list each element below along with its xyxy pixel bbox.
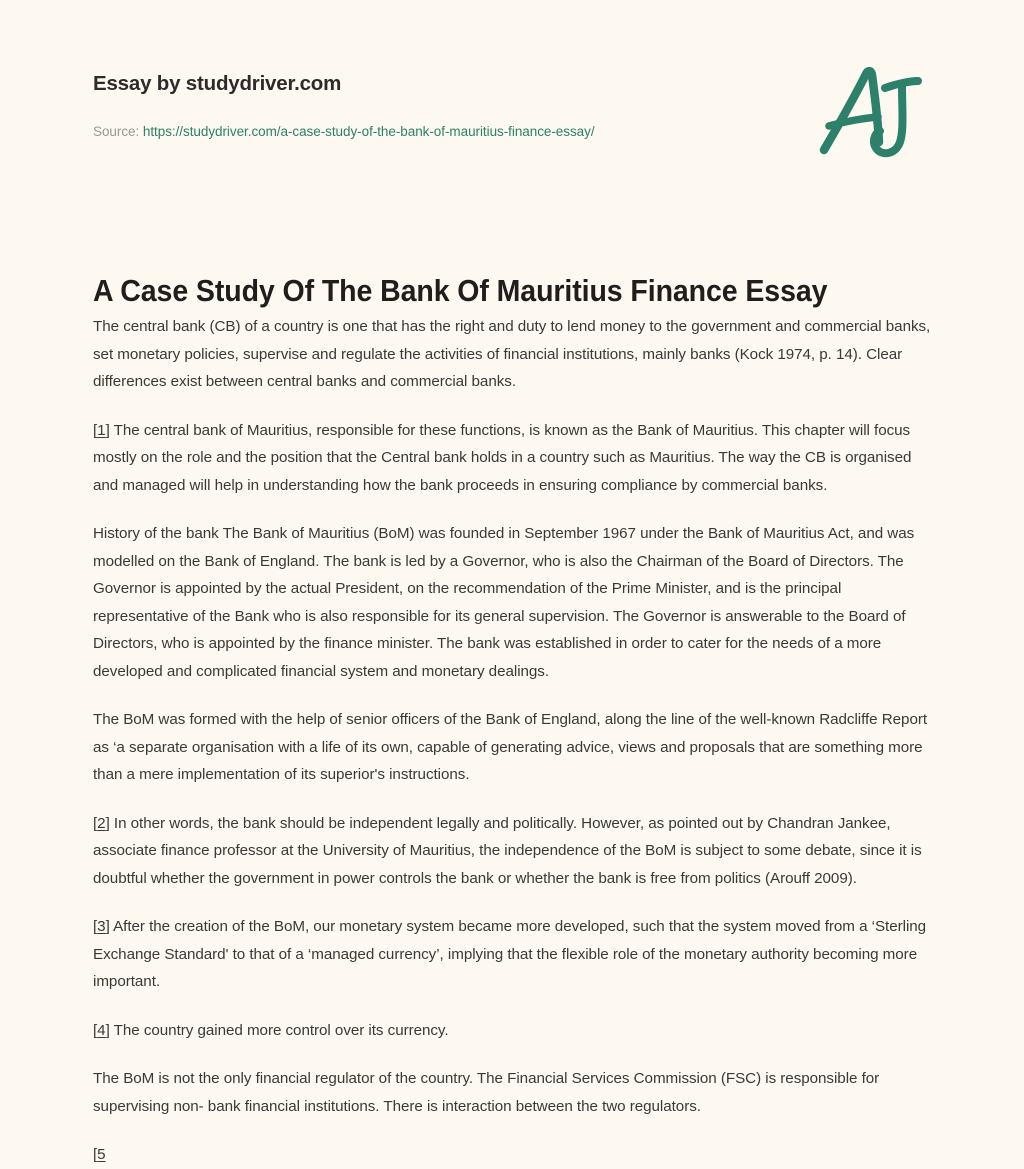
a-plus-handwritten-logo-icon [812, 58, 928, 170]
reference-number: 1 [97, 421, 106, 439]
paragraph [93, 313, 931, 396]
article-body [93, 313, 931, 1169]
paragraph [93, 913, 931, 996]
source-line [93, 124, 595, 139]
paragraph [93, 810, 931, 893]
paragraph [93, 706, 931, 789]
reference-link[interactable]: [4] [93, 1021, 110, 1039]
reference-number: 3 [97, 918, 106, 935]
paragraph-text: In other words, the bank should be independent legally and politically. However, as pointed out by Chandran Jankee, associate finance professor at the University of Mauritius, the independence of the BoM is subject to some debate, since it is doubtful whether the government in power controls the bank or whether the bank is free from politics (Arouff 2009). [93, 814, 922, 887]
paragraph-truncated [93, 1141, 931, 1169]
paragraph [93, 1065, 931, 1120]
paragraph-text: The BoM is not the only financial regulator of the country. The Financial Services Commission (FSC) is responsible for supervising non- bank financial institutions. There is interaction between the two regulators. [93, 1070, 880, 1115]
reference-number: 4 [97, 1021, 106, 1039]
page-title: A Case Study Of The Bank Of Mauritius Finance Essay [93, 272, 828, 308]
paragraph-text: The central bank (CB) of a country is one that has the right and duty to lend money to the government and commercial banks, set monetary policies, supervise and regulate the activities of financial institutions, mainly banks (Kock 1974, p. 14). Clear differences exist between central banks and commercial banks. [93, 318, 931, 390]
paragraph [93, 1017, 931, 1045]
brand-byline: Essay by studydriver.com [93, 72, 342, 95]
paragraph [93, 417, 931, 500]
paragraph [93, 520, 931, 685]
reference-number: 5 [97, 1146, 106, 1163]
reference-link[interactable]: [2] [93, 814, 110, 832]
reference-link[interactable]: [3] [93, 918, 110, 935]
paragraph-text: History of the bank The Bank of Mauritius (BoM) was founded in September 1967 under the Bank of Mauritius Act, and was modelled on the Bank of England. The bank is led by a Governor, who is also the Chairman of the Board of Directors. The Governor is appointed by the actual President, on the recommendation of the Prime Minister, and is the principal representative of the Bank who is also responsible for its general supervision. The Governor is answerable to the Board of Directors, who is appointed by the finance minister. The bank was established in order to cater for the needs of a more developed and complicated financial system and monetary dealings. [93, 525, 915, 680]
reference-link[interactable]: [5 [93, 1146, 106, 1163]
source-label: Source: [93, 124, 140, 139]
reference-number: 2 [97, 814, 106, 832]
paragraph-text: The country gained more control over its currency. [113, 1021, 449, 1039]
paragraph-text: The central bank of Mauritius, responsible for these functions, is known as the Bank of Mauritius. This chapter will focus mostly on the role and the position that the Central bank holds in a country such as Mauritius. The way the CB is organised and managed will help in understanding how the bank proceeds in ensuring compliance by commercial banks. [93, 421, 912, 494]
paragraph-text: The BoM was formed with the help of senior officers of the Bank of England, along the line of the well-known Radcliffe Report as ‘a separate organisation with a life of its own, capable of generating advice, views and proposals that are something more than a mere implementation of its superior's instructions. [93, 711, 928, 783]
paragraph-text: After the creation of the BoM, our monetary system became more developed, such that the system moved from a ‘Sterling Exchange Standard' to that of a ‘managed currency’, implying that the flexible role of the monetary authority becoming more important. [93, 918, 927, 990]
source-url-link[interactable]: https://studydriver.com/a-case-study-of-the-bank-of-mauritius-finance-essay/ [142, 124, 595, 139]
page-header [0, 0, 1024, 200]
reference-link[interactable]: [1] [93, 421, 110, 439]
